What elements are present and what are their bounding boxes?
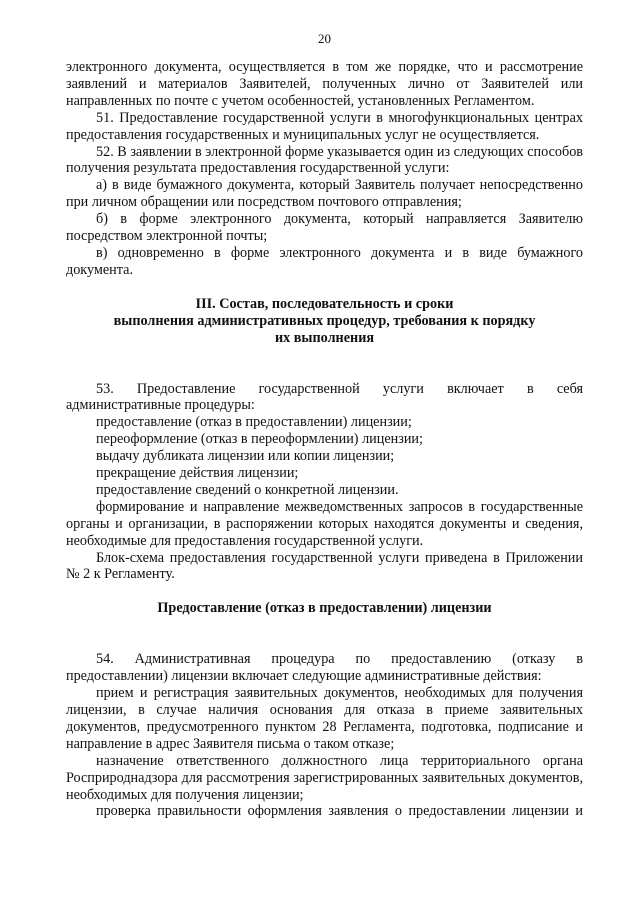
document-body: [66, 59, 583, 820]
page-number: 20: [318, 31, 331, 46]
list-item-procedure-3: выдачу дубликата лицензии или копии лицензии;: [96, 448, 395, 465]
paragraph-54: 54. Административная процедура по предоставлению (отказу в предоставлении) лицензии включает следующие административные действия:: [66, 651, 583, 685]
section-heading-line-1: III. Состав, последовательность и сроки: [195, 295, 454, 312]
list-item-procedure-1: предоставление (отказ в предоставлении) лицензии;: [96, 414, 412, 431]
section-heading-line-3: их выполнения: [274, 329, 375, 346]
paragraph-52-v: в) одновременно в форме электронного документа и в виде бумажного документа.: [66, 244, 583, 278]
paragraph-continuation: электронного документа, осуществляется в том же порядке, что и рассмотрение заявлений и материалов Заявителей, полученных лично от Заявителей или направленных по почте с учетом особенностей, установленных Регламентом.: [66, 59, 583, 109]
section-heading: [66, 296, 583, 347]
list-item-procedure-5: предоставление сведений о конкретной лицензии.: [96, 481, 399, 498]
paragraph-52-a: а) в виде бумажного документа, который Заявитель получает непосредственно при личном обращении или посредством почтового отправления;: [66, 177, 583, 211]
spacer: [66, 279, 583, 296]
spacer: [66, 583, 583, 600]
paragraph-block-scheme: Блок-схема предоставления государственной услуги приведена в Приложении № 2 к Регламенту.: [66, 549, 583, 583]
spacer: [66, 347, 583, 381]
paragraph-52: 52. В заявлении в электронной форме указывается один из следующих способов получения результата предоставления государственной услуги:: [66, 143, 583, 177]
list-item-procedure-4: прекращение действия лицензии;: [96, 465, 299, 482]
paragraph-53: 53. Предоставление государственной услуги включает в себя административные процедуры:: [66, 380, 583, 414]
paragraph-51: 51. Предоставление государственной услуги в многофункциональных центрах предоставления государственных и муниципальных услуг не осуществляется.: [66, 109, 583, 143]
section-heading-line-2: выполнения административных процедур, требования к порядку: [113, 312, 536, 329]
spacer: [66, 617, 583, 651]
list-item-action-1: прием и регистрация заявительных документов, необходимых для получения лицензии, в случае наличия основания для отказа в приеме заявительных документов, предусмотренного пунктом 28 Регламента, подготовка, подписание и направление в адрес Заявителя письма о таком отказе;: [66, 685, 583, 752]
list-item-procedure-2: переоформление (отказ в переоформлении) лицензии;: [96, 431, 423, 448]
subsection-heading: Предоставление (отказ в предоставлении) лицензии: [157, 600, 492, 617]
paragraph-52-b: б) в форме электронного документа, который направляется Заявителю посредством электронной почты;: [66, 211, 583, 245]
list-item-action-2: назначение ответственного должностного лица территориального органа Росприроднадзора для рассмотрения зарегистрированных заявительных документов, необходимых для получения лицензии;: [66, 752, 583, 803]
list-item-action-3: проверка правильности оформления заявления о предоставлении лицензии и: [96, 803, 583, 820]
list-item-procedure-6: формирование и направление межведомственных запросов в государственные органы и организации, в распоряжении которых находятся документы и сведения, необходимые для предоставления государственной услуги.: [66, 498, 583, 549]
